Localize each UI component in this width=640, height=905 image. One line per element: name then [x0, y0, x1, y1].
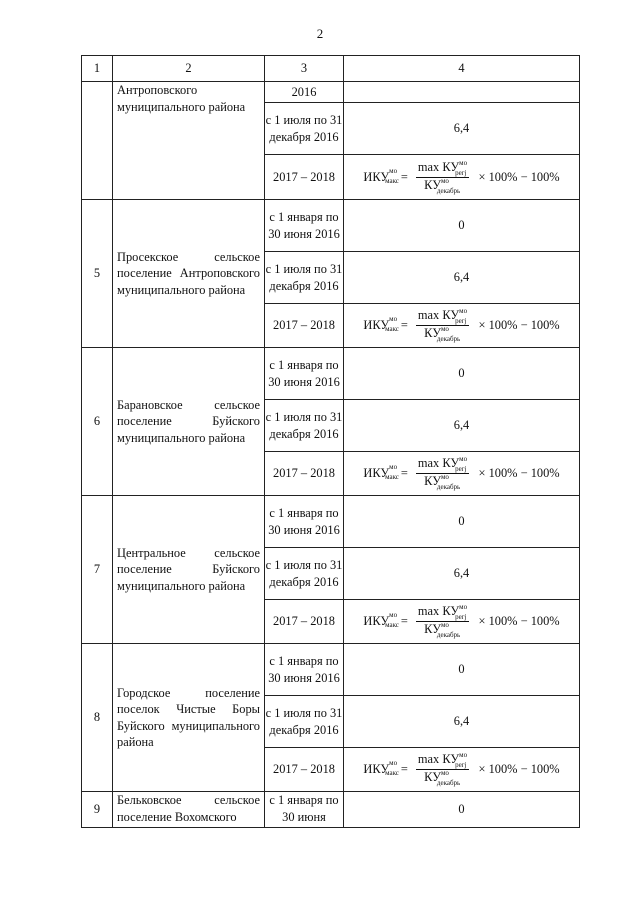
table-header-row: [82, 56, 580, 82]
value-cell: 6,4: [344, 103, 580, 155]
col-header-2: 2: [113, 56, 265, 82]
row-number: 7: [82, 496, 113, 644]
row-number: 9: [82, 792, 113, 828]
value-cell: 0: [344, 348, 580, 400]
increment-formula: ИКУ мо макс = $\frac{\max КУ^{мо}_{регj}}{КУ^{мо}_{декабрь}}$ × 100% − 100%: [363, 158, 560, 195]
municipality-name: Барановское сельское поселение Буйского муниципального района: [113, 348, 265, 496]
page-number: 2: [316, 26, 324, 41]
col-header-1: 1: [82, 56, 113, 82]
increment-formula: ИКУ мо макс = $\frac{\max КУ^{мо}_{регj}}{КУ^{мо}_{декабрь}}$ × 100% − 100%: [363, 455, 560, 491]
row-number: 6: [82, 348, 113, 496]
value-cell: 0: [344, 792, 580, 828]
period-cell: 2017 – 2018: [265, 748, 344, 792]
row-number: 5: [82, 200, 113, 348]
value-cell: [344, 82, 580, 103]
value-cell: [344, 452, 580, 496]
col-header-3: 3: [265, 56, 344, 82]
value-cell: 6,4: [344, 400, 580, 452]
municipality-name: Просекское сельское поселение Антроповского муниципального района: [113, 200, 265, 348]
table-row: [82, 82, 580, 103]
value-cell: 6,4: [344, 548, 580, 600]
increment-formula: ИКУ мо макс = $\frac{\max КУ^{мо}_{регj}}{КУ^{мо}_{декабрь}}$ × 100% − 100%: [363, 307, 560, 343]
value-cell: [344, 748, 580, 792]
row-number: 8: [82, 644, 113, 792]
table-row: [82, 496, 580, 548]
value-cell: 6,4: [344, 696, 580, 748]
table-row: [82, 200, 580, 252]
increment-formula: ИКУ мо макс = $\frac{\max КУ^{мо}_{регj}}{КУ^{мо}_{декабрь}}$ × 100% − 100%: [363, 751, 560, 787]
period-cell: с 1 июля по 31 декабря 2016: [265, 696, 344, 748]
table-row: [82, 644, 580, 696]
tariff-table: [81, 55, 580, 828]
period-cell: с 1 июля по 31 декабря 2016: [265, 103, 344, 155]
municipality-name: Центральное сельское поселение Буйского муниципального района: [113, 496, 265, 644]
period-cell: с 1 июля по 31 декабря 2016: [265, 400, 344, 452]
row-number: [82, 82, 113, 200]
increment-formula: ИКУ мо макс = $\frac{\max КУ^{мо}_{регj}}{КУ^{мо}_{декабрь}}$ × 100% − 100%: [363, 603, 560, 639]
period-cell: 2017 – 2018: [265, 304, 344, 348]
period-cell: 2017 – 2018: [265, 155, 344, 200]
col-header-4: 4: [344, 56, 580, 82]
value-cell: [344, 304, 580, 348]
period-cell: с 1 января по 30 июня 2016: [265, 348, 344, 400]
table-row: [82, 348, 580, 400]
period-cell: 2016: [265, 82, 344, 103]
value-cell: [344, 155, 580, 200]
municipality-name: Антроповского муниципального района: [113, 82, 265, 200]
period-cell: 2017 – 2018: [265, 600, 344, 644]
period-cell: с 1 июля по 31 декабря 2016: [265, 252, 344, 304]
municipality-name: Бельковское сельское поселение Вохомского: [113, 792, 265, 828]
municipality-name: Городское поселение поселок Чистые Боры Буйского муниципального района: [113, 644, 265, 792]
period-cell: с 1 января по 30 июня 2016: [265, 200, 344, 252]
period-cell: 2017 – 2018: [265, 452, 344, 496]
period-cell: с 1 января по 30 июня 2016: [265, 496, 344, 548]
period-cell: с 1 января по 30 июня: [265, 792, 344, 828]
value-cell: 0: [344, 200, 580, 252]
value-cell: 0: [344, 496, 580, 548]
table-row: [82, 792, 580, 828]
value-cell: 0: [344, 644, 580, 696]
value-cell: 6,4: [344, 252, 580, 304]
period-cell: с 1 июля по 31 декабря 2016: [265, 548, 344, 600]
value-cell: [344, 600, 580, 644]
period-cell: с 1 января по 30 июня 2016: [265, 644, 344, 696]
